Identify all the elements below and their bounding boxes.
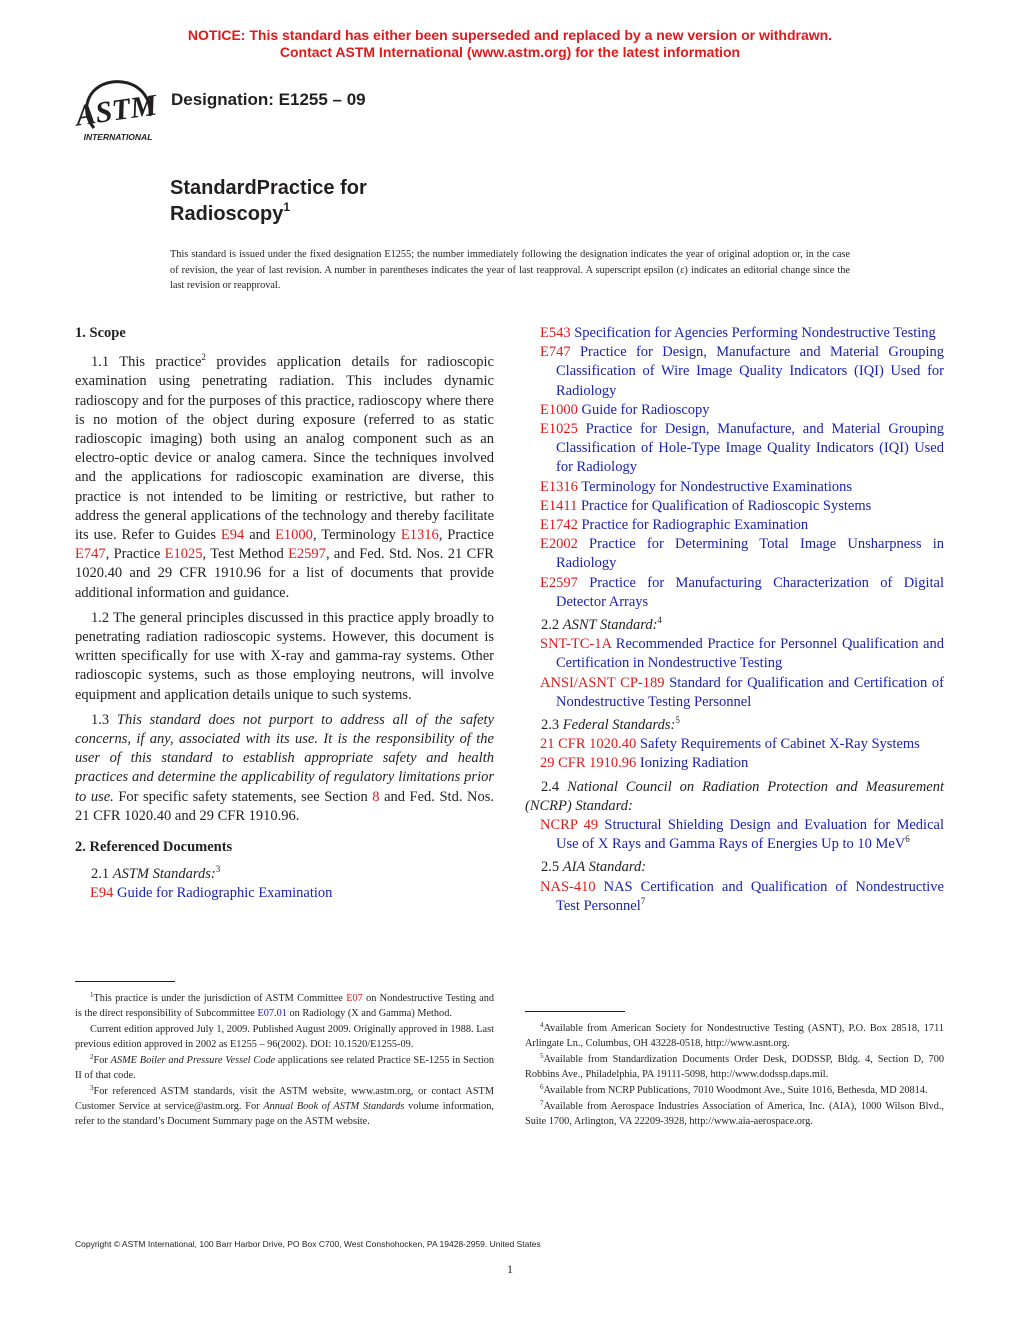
reference-item: E1025 Practice for Design, Manufacture, and Material Grouping Classification of Hole-Type Image Quality Indicators (IQI) Used for Radiology bbox=[540, 421, 944, 476]
link-e07[interactable]: E07 bbox=[346, 993, 363, 1004]
link-e1025[interactable]: E1025 bbox=[164, 546, 203, 563]
astm-standards-label: 2.1 ASTM Standards:$^3$ bbox=[91, 864, 221, 883]
reference-item: E1316 Terminology for Nondestructive Examinations bbox=[540, 478, 853, 495]
footnote-6: $^6$Available from NCRP Publications, 7010 Woodmont Ave., Suite 1016, Bethesda, MD 20814. bbox=[540, 1083, 928, 1096]
ref-code-e94[interactable]: E94 bbox=[90, 885, 114, 902]
footnote-5: $^5$Available from Standardization Documents Order Desk, DODSSP, Bldg. 4, Section D, 700 Robbins Ave., Philadelphia, PA 19111-5098, http://www.dodssp.daps.mil. bbox=[525, 1052, 944, 1080]
scope-heading: 1. Scope bbox=[75, 325, 126, 341]
reference-item: E747 Practice for Design, Manufacture and Material Grouping Classification of Wire Image Quality Indicators (IQI) Used for Radiology bbox=[540, 344, 944, 399]
scope-paragraph-2: 1.2 The general principles discussed in this practice apply broadly to penetrating radiation radioscopic systems. However, this document is written specifically for use with X-ray and gamma-ray systems. Other radioscopic systems, such as those employing neutrons, will involve equipment and application details unique to such systems. bbox=[75, 609, 494, 703]
footnote-ref-3[interactable]: 3 bbox=[215, 864, 221, 875]
link-e94[interactable]: E94 bbox=[220, 527, 245, 544]
federal-standards-label: 2.3 Federal Standards:$^5$ bbox=[541, 715, 680, 734]
aia-standard-label: 2.5 AIA Standard: bbox=[541, 859, 647, 876]
right-column bbox=[525, 324, 944, 916]
title-footnote-ref[interactable]: 1 bbox=[283, 200, 291, 214]
logo-letters: ASTM bbox=[73, 88, 159, 133]
link-e2597[interactable]: E2597 bbox=[288, 546, 326, 563]
footnote-divider-right bbox=[525, 1011, 625, 1012]
footnote-divider-left bbox=[75, 981, 175, 982]
referenced-documents-heading: 2. Referenced Documents bbox=[75, 839, 233, 856]
reference-item: 29 CFR 1910.96 Ionizing Radiation bbox=[540, 755, 749, 772]
astm-logo bbox=[72, 76, 162, 146]
notice-line-1: NOTICE: This standard has either been superseded and replaced by a new version or withdrawn. bbox=[187, 27, 833, 43]
footnote-ref-2[interactable]: 2 bbox=[201, 352, 206, 363]
title-line-1: StandardPractice for bbox=[170, 177, 367, 199]
reference-item: E2597 Practice for Manufacturing Characterization of Digital Detector Arrays bbox=[540, 574, 944, 610]
reference-nas-410: NAS-410 NAS Certification and Qualification of Nondestructive Test Personnel$^7$ bbox=[540, 878, 944, 914]
reference-ncrp-49: NCRP 49 Structural Shielding Design and Evaluation for Medical Use of X Rays and Gamma Rays of Energies Up to 10 MeV$^6$ bbox=[540, 817, 944, 853]
designation: Designation: E1255 – 09 bbox=[171, 90, 366, 109]
reference-item: E1742 Practice for Radiographic Examination bbox=[540, 517, 809, 534]
document-title bbox=[170, 175, 367, 227]
left-column bbox=[75, 324, 494, 904]
link-e747[interactable]: E747 bbox=[75, 546, 106, 563]
footnote-7: $^7$Available from Aerospace Industries Association of America, Inc. (AIA), 1000 Wilson Blvd., Suite 1700, Arlington, VA 22209-3928, http://www.aia-aerospace.org. bbox=[525, 1099, 944, 1127]
footnote-1-current-edition: Current edition approved July 1, 2009. Published August 2009. Originally approved in 1988. Last previous edition approved in 2002 as E1255 – 96(2002). DOI: 10.1520/E1255-09. bbox=[75, 1024, 494, 1050]
logo-subtitle: INTERNATIONAL bbox=[83, 132, 153, 142]
footnote-ref-4[interactable]: 4 bbox=[657, 615, 662, 626]
scope-paragraph-1: 1.1 This practice$^2$ provides application details for radioscopic examination using penetrating radiation. This includes dynamic radioscopy and for the purposes of this practice, radioscopy where there is no motion of the object during exposure (referred to as static radioscopic imaging) both using an analog component such as an electro-optic device or analog camera. Since the techniques involved and the applications for radioscopic examination are diverse, this practice is not intended to be limiting or restrictive, but rather to address the general applications of the technology and thereby facilitate its use. Refer to Guides E94 and E1000, Terminology E1316, Practice E747, Practice E1025, Test Method E2597, and Fed. Std. Nos. 21 CFR 1020.40 and 29 CFR 1910.96 for a list of documents that provide additional information and guidance. bbox=[75, 352, 494, 601]
reference-item: E1411 Practice for Qualification of Radioscopic Systems bbox=[540, 497, 872, 514]
footnotes-right bbox=[525, 1021, 944, 1130]
issuance-statement: This standard is issued under the fixed designation E1255; the number immediately following the designation indicates the year of original adoption or, in the case of revision, the year of last revision. A number in parentheses indicates the year of last reapproval. A superscript epsilon (ε) indicates an editorial change since the last revision or reapproval. bbox=[170, 249, 850, 291]
footnote-2: $^2$For ASME Boiler and Pressure Vessel Code applications see related Practice SE-1255 in Section II of that code. bbox=[75, 1053, 494, 1081]
link-e07-01[interactable]: E07.01 bbox=[257, 1008, 287, 1019]
reference-item: SNT-TC-1A Recommended Practice for Personnel Qualification and Certification in Nondestructive Testing bbox=[540, 636, 944, 672]
footnotes-left bbox=[75, 991, 494, 1130]
notice-line-2: Contact ASTM International (www.astm.org) for the latest information bbox=[279, 44, 741, 60]
link-e1000[interactable]: E1000 bbox=[275, 527, 313, 544]
reference-item: ANSI/ASNT CP-189 Standard for Qualification and Certification of Nondestructive Testing Personnel bbox=[540, 674, 945, 710]
footnote-1: $^1$This practice is under the jurisdiction of ASTM Committee E07 on Nondestructive Testing and is the direct responsibility of Subcommittee E07.01 on Radiology (X and Gamma) Method. bbox=[75, 991, 494, 1019]
footnote-ref-7[interactable]: 7 bbox=[640, 895, 646, 906]
title-line-2: Radioscopy bbox=[170, 203, 284, 225]
footnote-ref-5[interactable]: 5 bbox=[675, 715, 680, 726]
footnote-4: $^4$Available from American Society for Nondestructive Testing (ASNT), P.O. Box 28518, 1711 Arlingate Ln., Columbus, OH 43228-0518, http://www.asnt.org. bbox=[525, 1021, 944, 1049]
withdrawal-notice bbox=[0, 27, 1020, 61]
reference-item: E1000 Guide for Radioscopy bbox=[540, 401, 710, 418]
footnote-ref-6[interactable]: 6 bbox=[905, 834, 910, 845]
reference-e94 bbox=[75, 884, 494, 903]
link-section-8[interactable]: 8 bbox=[372, 788, 380, 805]
page-number: 1 bbox=[507, 1262, 513, 1276]
footnote-3: $^3$For referenced ASTM standards, visit the ASTM website, www.astm.org, or contact ASTM Customer Service at service@astm.org. For Annual Book of ASTM Standards volume information, refer to the standard’s Document Summary page on the ASTM website. bbox=[75, 1084, 494, 1127]
reference-item: E543 Specification for Agencies Performing Nondestructive Testing bbox=[540, 325, 936, 341]
scope-paragraph-3: 1.3 This standard does not purport to address all of the safety concerns, if any, associated with its use. It is the responsibility of the user of this standard to establish appropriate safety and health practices and determine the applicability of regulatory limitations prior to use. For specific safety statements, see Section 8 and Fed. Std. Nos. 21 CFR 1020.40 and 29 CFR 1910.96. bbox=[75, 711, 495, 824]
ncrp-standard-label: 2.4 National Council on Radiation Protection and Measurement (NCRP) Standard: bbox=[525, 778, 945, 814]
copyright-line: Copyright © ASTM International, 100 Barr Harbor Drive, PO Box C700, West Conshohocken, PA 19428-2959. United States bbox=[75, 1239, 541, 1249]
reference-item: 21 CFR 1020.40 Safety Requirements of Cabinet X-Ray Systems bbox=[540, 736, 920, 753]
reference-item: E2002 Practice for Determining Total Image Unsharpness in Radiology bbox=[540, 536, 944, 572]
ref-title-e94[interactable]: Guide for Radiographic Examination bbox=[113, 885, 333, 902]
asnt-standard-label: 2.2 ASNT Standard:$^4$ bbox=[541, 615, 662, 634]
link-e1316[interactable]: E1316 bbox=[400, 527, 439, 544]
